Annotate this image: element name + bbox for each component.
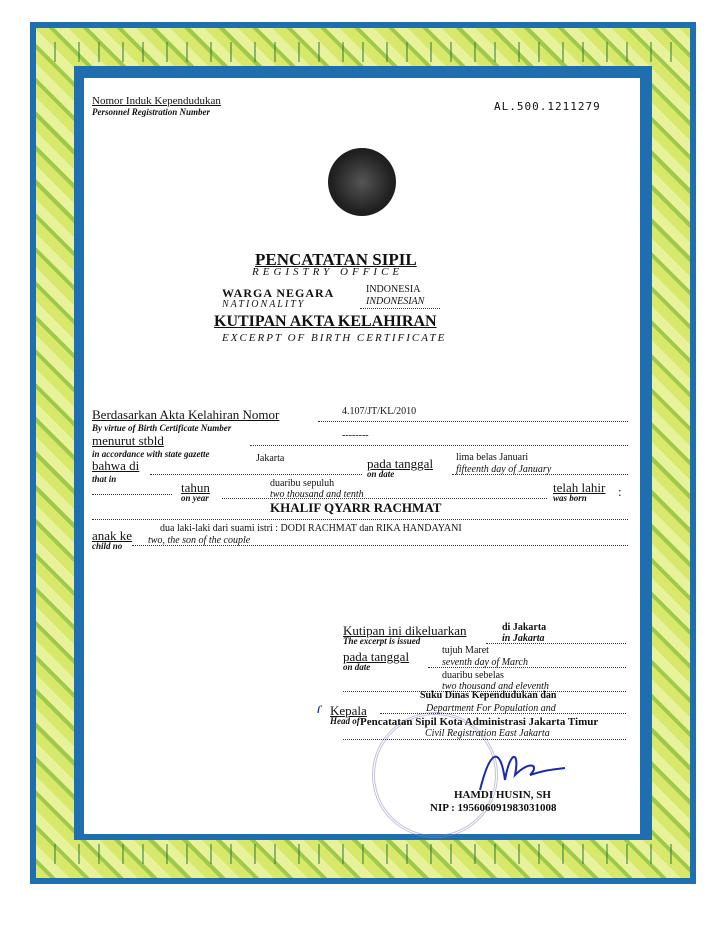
department-2: Pencatatan Sipil Kota Administrasi Jakarta Timur (360, 716, 599, 728)
child-sub: child no (92, 541, 123, 551)
garuda-emblem (328, 148, 396, 216)
issue-date-label: pada tanggal (343, 649, 410, 664)
nationality-value-en: INDONESIAN (366, 296, 425, 307)
issue-place-en: in Jakarta (502, 633, 545, 644)
issue-year-en: two thousand and eleventh (442, 681, 549, 692)
official-name: HAMDI HUSIN, SH (454, 789, 551, 801)
issue-date-sub: on date (343, 662, 371, 672)
issue-place: di Jakarta (502, 622, 547, 633)
in-sub: that in (92, 474, 117, 484)
colon: : (618, 484, 622, 499)
issue-date: tujuh Maret (442, 645, 489, 656)
stbld-sub: in accordance with state gazette (92, 449, 210, 459)
child-order: dua laki-laki dari suami istri : DODI RACHMAT dan RIKA HANDAYANI (160, 523, 462, 534)
birth-year: duaribu sepuluh (270, 478, 335, 489)
born-label: telah lahir (553, 480, 606, 495)
birth-date: lima belas Januari (456, 452, 529, 463)
issue-label: Kutipan ini dikeluarkan (343, 623, 467, 638)
stbld-label: menurut stbld (92, 433, 164, 448)
head-label: Kepala (330, 703, 367, 718)
office-title: PENCATATAN SIPIL (255, 250, 417, 269)
nik-label (92, 95, 221, 117)
birth-place: Jakarta (256, 453, 285, 464)
department-en: Department For Population and (426, 703, 556, 714)
department: Suku Dinas Kependudukan dan (420, 690, 557, 701)
issue-year: duaribu sebelas (442, 670, 504, 681)
cert-number: 4.107/JT/KL/2010 (342, 406, 417, 417)
nationality-label-en: NATIONALITY (222, 299, 306, 310)
nationality-label: WARGA NEGARA (222, 286, 335, 300)
year-label: tahun (181, 480, 210, 495)
nik-sub: Personnel Registration Number (92, 107, 211, 117)
child-label: anak ke (92, 528, 133, 543)
head-sub: Head of (330, 716, 360, 726)
year-sub: on year (181, 493, 209, 503)
document-title: KUTIPAN AKTA KELAHIRAN (214, 313, 437, 330)
paraf-mark: ɾ (316, 700, 322, 717)
stbld-value: -------- (342, 430, 369, 441)
official-nip: NIP : 195606091983031008 (430, 802, 557, 814)
issue-sub: The excerpt is issued (343, 636, 421, 646)
birth-date-en: fifteenth day of January (456, 464, 552, 475)
in-label: bahwa di (92, 458, 140, 473)
office-title-en: REGISTRY OFFICE (252, 266, 404, 278)
child-name: KHALIF QYARR RACHMAT (270, 500, 442, 515)
issue-date-en: seventh day of March (442, 657, 528, 668)
born-sub: was born (553, 493, 587, 503)
document-title-en: EXCERPT OF BIRTH CERTIFICATE (222, 332, 447, 344)
birth-year-en: two thousand and tenth (270, 489, 364, 500)
date-label: pada tanggal (367, 456, 434, 471)
child-order-en: two, the son of the couple (148, 535, 251, 546)
department-2-en: Civil Registration East Jakarta (425, 728, 550, 739)
nik-text: Nomor Induk Kependudukan (92, 95, 221, 107)
cert-sub: By virtue of Birth Certificate Number (92, 423, 232, 433)
nik-value: AL.500.1211279 (494, 100, 601, 113)
cert-label: Berdasarkan Akta Kelahiran Nomor (92, 407, 280, 422)
date-sub: on date (367, 469, 395, 479)
nationality-value: INDONESIA (366, 284, 421, 295)
